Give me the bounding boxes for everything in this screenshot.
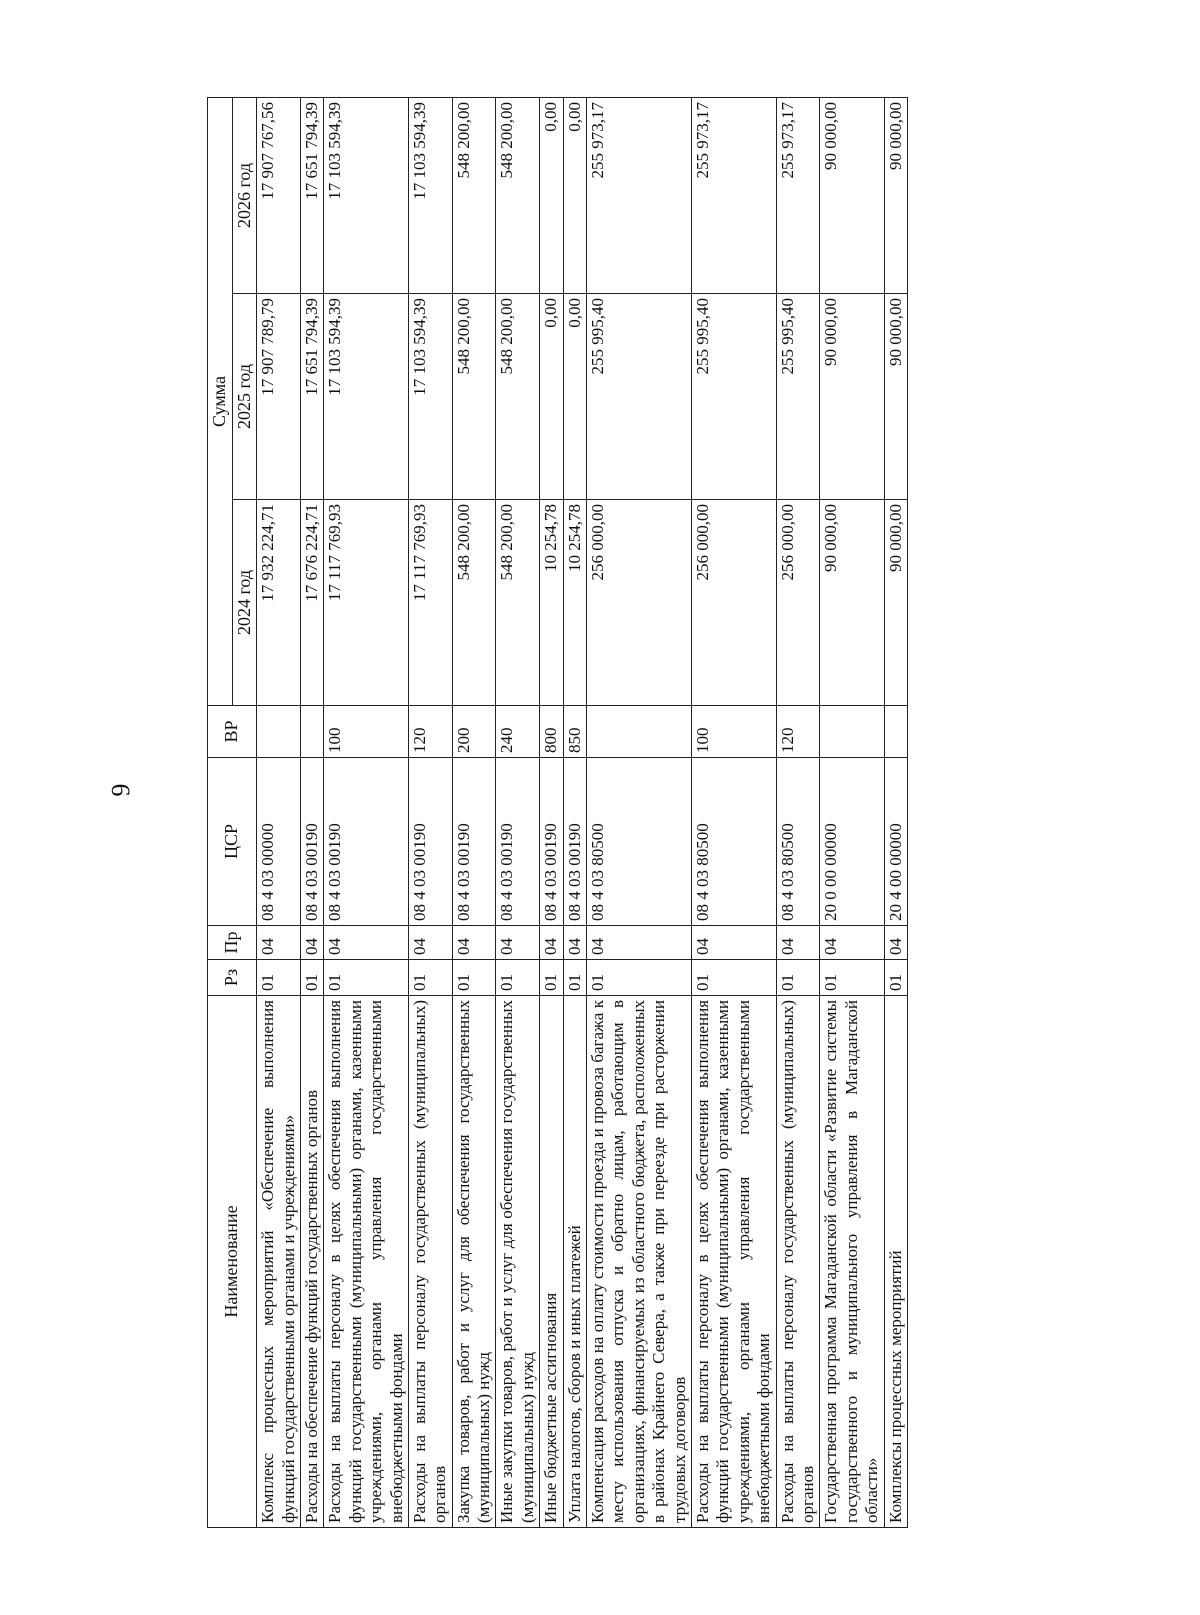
row-pr-cell: 04: [692, 926, 777, 960]
row-2024-cell: 17 117 769,93: [408, 500, 452, 706]
table-row: [587, 97, 692, 1527]
row-2026-cell: 17 907 767,56: [257, 97, 301, 293]
row-name-cell: Расходы на выплаты персоналу в целях обеспечения выполнения функций государственными (муниципальными) органами, казенными учреждениями, органами управления государственными внебюджетными фондами: [692, 996, 777, 1528]
row-pr-cell: 04: [257, 926, 301, 960]
row-vr-cell: 240: [496, 706, 540, 758]
row-csr-cell: 08 4 03 80500: [692, 758, 777, 926]
row-2026-cell: 255 973,17: [776, 97, 820, 293]
row-2026-cell: 17 103 594,39: [324, 97, 409, 293]
row-2026-cell: 548 200,00: [452, 97, 496, 293]
row-rz-cell: 01: [496, 960, 540, 996]
row-vr-cell: [884, 706, 907, 758]
table-row: [496, 97, 540, 1527]
row-vr-cell: [300, 706, 323, 758]
row-2025-cell: 255 995,40: [587, 294, 692, 500]
row-2024-cell: 17 932 224,71: [257, 500, 301, 706]
row-rz-cell: 01: [587, 960, 692, 996]
row-2026-cell: 0,00: [540, 97, 563, 293]
row-pr-cell: 04: [820, 926, 884, 960]
row-name-cell: Расходы на обеспечение функций государственных органов: [300, 996, 323, 1528]
header-2025: 2025 год: [232, 294, 257, 500]
table-row: [820, 97, 884, 1527]
row-2025-cell: 90 000,00: [884, 294, 907, 500]
row-vr-cell: 100: [324, 706, 409, 758]
row-2025-cell: 17 651 794,39: [300, 294, 323, 500]
row-pr-cell: 04: [587, 926, 692, 960]
row-2025-cell: 255 995,40: [692, 294, 777, 500]
row-2024-cell: 17 676 224,71: [300, 500, 323, 706]
row-csr-cell: 08 4 03 00190: [300, 758, 323, 926]
row-pr-cell: 04: [452, 926, 496, 960]
row-pr-cell: 04: [776, 926, 820, 960]
row-vr-cell: [820, 706, 884, 758]
row-name-cell: Иные закупки товаров, работ и услуг для обеспечения государственных (муниципальных) нужд: [496, 996, 540, 1528]
row-pr-cell: 04: [300, 926, 323, 960]
row-2026-cell: 255 973,17: [587, 97, 692, 293]
header-vr: ВР: [208, 706, 257, 758]
row-csr-cell: 08 4 03 00000: [257, 758, 301, 926]
row-vr-cell: 100: [692, 706, 777, 758]
row-csr-cell: 20 4 00 00000: [884, 758, 907, 926]
row-name-cell: Расходы на выплаты персоналу государственных (муниципальных) органов: [408, 996, 452, 1528]
header-rz: Рз: [208, 960, 257, 996]
row-pr-cell: 04: [563, 926, 586, 960]
row-vr-cell: 120: [408, 706, 452, 758]
row-2025-cell: 17 907 789,79: [257, 294, 301, 500]
row-csr-cell: 08 4 03 00190: [540, 758, 563, 926]
row-2024-cell: 10 254,78: [563, 500, 586, 706]
row-name-cell: Уплата налогов, сборов и иных платежей: [563, 996, 586, 1528]
row-pr-cell: 04: [408, 926, 452, 960]
row-rz-cell: 01: [884, 960, 907, 996]
row-2025-cell: 548 200,00: [496, 294, 540, 500]
row-2024-cell: 256 000,00: [587, 500, 692, 706]
table-row: [408, 97, 452, 1527]
row-name-cell: Расходы на выплаты персоналу государственных (муниципальных) органов: [776, 996, 820, 1528]
row-rz-cell: 01: [540, 960, 563, 996]
row-csr-cell: 08 4 03 00190: [563, 758, 586, 926]
row-pr-cell: 04: [496, 926, 540, 960]
row-csr-cell: 08 4 03 00190: [496, 758, 540, 926]
header-sum: Сумма: [208, 97, 233, 705]
table-row: [776, 97, 820, 1527]
row-csr-cell: 08 4 03 00190: [408, 758, 452, 926]
header-2026: 2026 год: [232, 97, 257, 293]
row-2025-cell: 0,00: [563, 294, 586, 500]
header-row: [208, 97, 233, 1527]
page-number: 6: [106, 783, 135, 797]
row-2024-cell: 17 117 769,93: [324, 500, 409, 706]
row-name-cell: Иные бюджетные ассигнования: [540, 996, 563, 1528]
row-2024-cell: 548 200,00: [452, 500, 496, 706]
table-row: [257, 97, 301, 1527]
row-2024-cell: 90 000,00: [820, 500, 884, 706]
row-rz-cell: 01: [776, 960, 820, 996]
row-vr-cell: 200: [452, 706, 496, 758]
row-name-cell: Комплекс процессных мероприятий «Обеспечение выполнения функций государственными органами и учреждениями»: [257, 996, 301, 1528]
row-name-cell: Комплексы процессных мероприятий: [884, 996, 907, 1528]
table-row: [452, 97, 496, 1527]
row-pr-cell: 04: [884, 926, 907, 960]
row-2025-cell: 255 995,40: [776, 294, 820, 500]
table-row: [692, 97, 777, 1527]
row-vr-cell: [587, 706, 692, 758]
row-vr-cell: 850: [563, 706, 586, 758]
row-name-cell: Закупка товаров, работ и услуг для обеспечения государственных (муниципальных) нужд: [452, 996, 496, 1528]
row-rz-cell: 01: [452, 960, 496, 996]
header-name: Наименование: [208, 996, 257, 1528]
row-2025-cell: 0,00: [540, 294, 563, 500]
row-csr-cell: 20 0 00 00000: [820, 758, 884, 926]
row-2024-cell: 10 254,78: [540, 500, 563, 706]
row-2026-cell: 255 973,17: [692, 97, 777, 293]
header-csr: ЦСР: [208, 758, 257, 926]
table-row: [324, 97, 409, 1527]
row-2026-cell: 548 200,00: [496, 97, 540, 293]
row-rz-cell: 01: [408, 960, 452, 996]
row-2025-cell: 17 103 594,39: [408, 294, 452, 500]
header-2024: 2024 год: [232, 500, 257, 706]
row-rz-cell: 01: [257, 960, 301, 996]
row-vr-cell: [257, 706, 301, 758]
row-2026-cell: 90 000,00: [820, 97, 884, 293]
header-pr: Пр: [208, 926, 257, 960]
budget-table: [207, 97, 908, 1528]
row-rz-cell: 01: [324, 960, 409, 996]
row-pr-cell: 04: [324, 926, 409, 960]
table-row: [884, 97, 907, 1527]
row-csr-cell: 08 4 03 80500: [587, 758, 692, 926]
row-2026-cell: 0,00: [563, 97, 586, 293]
row-name-cell: Государственная программа Магаданской области «Развитие системы государственного и муниципального управления в Магаданской области»: [820, 996, 884, 1528]
row-2026-cell: 17 103 594,39: [408, 97, 452, 293]
row-2025-cell: 90 000,00: [820, 294, 884, 500]
row-name-cell: Расходы на выплаты персоналу в целях обеспечения выполнения функций государственными (муниципальными) органами, казенными учреждениями, органами управления государственными внебюджетными фондами: [324, 996, 409, 1528]
row-pr-cell: 04: [540, 926, 563, 960]
row-rz-cell: 01: [692, 960, 777, 996]
row-vr-cell: 120: [776, 706, 820, 758]
row-2026-cell: 90 000,00: [884, 97, 907, 293]
row-csr-cell: 08 4 03 00190: [452, 758, 496, 926]
row-csr-cell: 08 4 03 80500: [776, 758, 820, 926]
row-rz-cell: 01: [820, 960, 884, 996]
row-2026-cell: 17 651 794,39: [300, 97, 323, 293]
row-2024-cell: 90 000,00: [884, 500, 907, 706]
row-name-cell: Компенсация расходов на оплату стоимости проезда и провоза багажа к месту использования отпуска и обратно лицам, работающим в организациях, финансируемых из областного бюджета, расположенных в районах Крайнего Севера, а также при переезде при расторжении трудовых договоров: [587, 996, 692, 1528]
rotated-table-container: [207, 98, 908, 1528]
row-rz-cell: 01: [300, 960, 323, 996]
row-2024-cell: 256 000,00: [776, 500, 820, 706]
row-2025-cell: 548 200,00: [452, 294, 496, 500]
row-2024-cell: 548 200,00: [496, 500, 540, 706]
row-csr-cell: 08 4 03 00190: [324, 758, 409, 926]
table-row: [300, 97, 323, 1527]
row-2025-cell: 17 103 594,39: [324, 294, 409, 500]
table-row: [563, 97, 586, 1527]
row-2024-cell: 256 000,00: [692, 500, 777, 706]
row-rz-cell: 01: [563, 960, 586, 996]
row-vr-cell: 800: [540, 706, 563, 758]
table-row: [540, 97, 563, 1527]
table-body: [257, 97, 908, 1527]
